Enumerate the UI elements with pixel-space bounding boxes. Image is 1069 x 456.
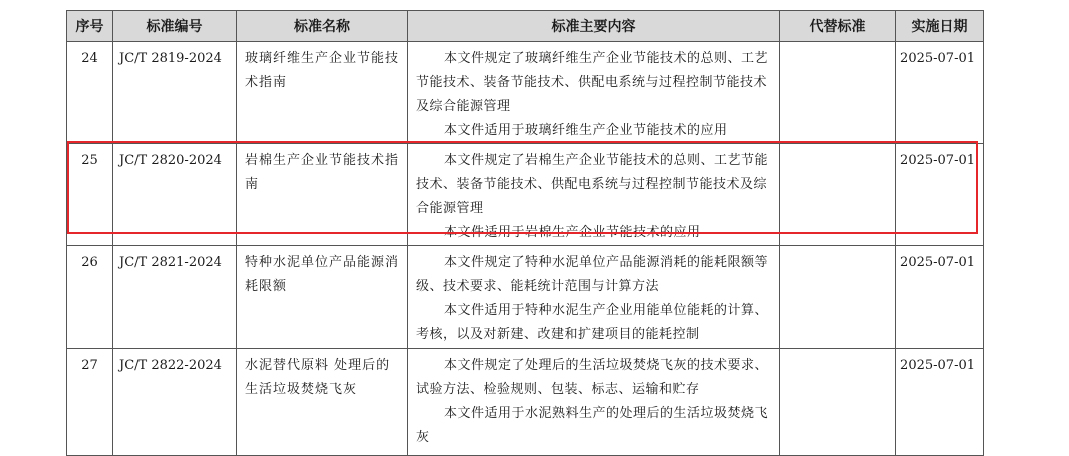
cell-name: 特种水泥单位产品能源消耗限额: [237, 246, 408, 349]
header-date: 实施日期: [896, 11, 984, 42]
cell-seq: 24: [67, 42, 113, 144]
cell-date: 2025-07-01: [896, 246, 984, 349]
content-applicability: 本文件适用于玻璃纤维生产企业节能技术的应用: [444, 123, 728, 138]
content-scope: 本文件规定了玻璃纤维生产企业节能技术的总则、工艺节能技术、装备节能技术、供配电系统与过程控制节能技术及综合能源管理: [416, 51, 769, 114]
cell-content: [408, 246, 780, 349]
cell-name: 岩棉生产企业节能技术指南: [237, 144, 408, 246]
cell-replace: [780, 144, 896, 246]
table-row: [67, 349, 984, 456]
cell-code: JC/T 2821-2024: [113, 246, 237, 349]
table-row: [67, 246, 984, 349]
cell-code: JC/T 2819-2024: [113, 42, 237, 144]
header-name: 标准名称: [237, 11, 408, 42]
table-row-highlighted: [67, 144, 984, 246]
cell-seq: 27: [67, 349, 113, 456]
header-seq: 序号: [67, 11, 113, 42]
cell-date: 2025-07-01: [896, 42, 984, 144]
content-scope: 本文件规定了特种水泥单位产品能源消耗的能耗限额等级、技术要求、能耗统计范围与计算方法: [416, 255, 769, 294]
cell-date: 2025-07-01: [896, 349, 984, 456]
cell-code: JC/T 2822-2024: [113, 349, 237, 456]
cell-content: [408, 144, 780, 246]
cell-content: [408, 349, 780, 456]
content-applicability: 本文件适用于岩棉生产企业节能技术的应用: [444, 225, 701, 240]
cell-replace: [780, 246, 896, 349]
content-scope: 本文件规定了岩棉生产企业节能技术的总则、工艺节能技术、装备节能技术、供配电系统与过程控制节能技术及综合能源管理: [416, 153, 769, 216]
header-replace: 代替标准: [780, 11, 896, 42]
cell-date: 2025-07-01: [896, 144, 984, 246]
cell-content: [408, 42, 780, 144]
cell-replace: [780, 42, 896, 144]
header-code: 标准编号: [113, 11, 237, 42]
cell-name: 玻璃纤维生产企业节能技术指南: [237, 42, 408, 144]
content-applicability: 本文件适用于特种水泥生产企业用能单位能耗的计算、考核，以及对新建、改建和扩建项目的能耗控制: [416, 303, 769, 342]
content-applicability: 本文件适用于水泥熟料生产的处理后的生活垃圾焚烧飞灰: [416, 406, 769, 445]
header-content: 标准主要内容: [408, 11, 780, 42]
cell-code: JC/T 2820-2024: [113, 144, 237, 246]
content-scope: 本文件规定了处理后的生活垃圾焚烧飞灰的技术要求、试验方法、检验规则、包装、标志、运输和贮存: [416, 358, 769, 397]
standards-table: [66, 10, 984, 456]
table-row: [67, 42, 984, 144]
cell-name: 水泥替代原料 处理后的生活垃圾焚烧飞灰: [237, 349, 408, 456]
cell-seq: 26: [67, 246, 113, 349]
cell-seq: 25: [67, 144, 113, 246]
table-header-row: [67, 11, 984, 42]
cell-replace: [780, 349, 896, 456]
